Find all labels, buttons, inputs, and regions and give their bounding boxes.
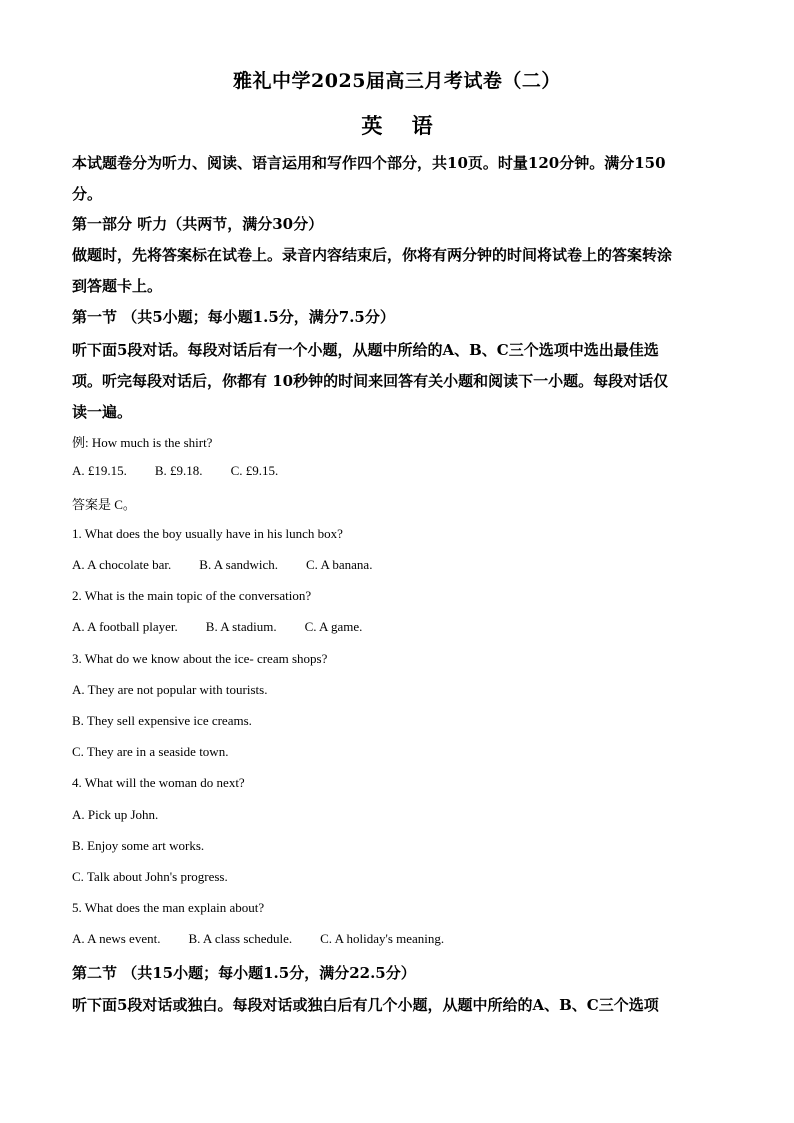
question-2: 2. What is the main topic of the conversation? — [72, 588, 312, 603]
example-option-c: C. £9.15. — [230, 463, 279, 478]
q3-option-a: A. They are not popular with tourists. — [72, 682, 268, 697]
question-1: 1. What does the boy usually have in his lunch box? — [72, 526, 343, 541]
q1-option-b: B. A sandwich. — [199, 557, 279, 572]
question-4: 4. What will the woman do next? — [72, 775, 245, 790]
exam-title: 雅礼中学2025届高三月考试卷（二） — [233, 70, 561, 92]
subject-title — [0, 110, 794, 140]
question-2-options — [72, 619, 722, 635]
subject-char-1: 英 — [361, 113, 383, 138]
q3-option-c: C. They are in a seaside town. — [72, 744, 229, 759]
question-5-options — [72, 931, 722, 947]
question-1-options — [72, 557, 722, 573]
q2-option-c: C. A game. — [304, 619, 363, 634]
q4-option-a: A. Pick up John. — [72, 807, 159, 822]
section1-instruction-3: 读一遍。 — [72, 403, 133, 421]
q5-option-a: A. A news event. — [72, 931, 161, 946]
example-option-b: B. £9.18. — [154, 463, 203, 478]
section2-instruction-1: 听下面5段对话或独白。每段对话或独白后有几个小题，从题中所给的A、B、C三个选项 — [72, 996, 659, 1014]
q1-option-a: A. A chocolate bar. — [72, 557, 172, 572]
q4-option-b: B. Enjoy some art works. — [72, 838, 205, 853]
q3-option-b: B. They sell expensive ice creams. — [72, 713, 252, 728]
question-5: 5. What does the man explain about? — [72, 900, 265, 915]
example-options — [72, 463, 722, 479]
section1-instruction-2: 项。听完每段对话后，你都有 10秒钟的时间来回答有关小题和阅读下一小题。每段对话仅 — [72, 372, 669, 390]
question-3: 3. What do we know about the ice- cream shops? — [72, 651, 328, 666]
part1-instruction-1: 做题时，先将答案标在试卷上。录音内容结束后，你将有两分钟的时间将试卷上的答案转涂 — [72, 246, 673, 264]
section1-instruction-1: 听下面5段对话。每段对话后有一个小题，从题中所给的A、B、C三个选项中选出最佳选 — [72, 341, 659, 359]
q5-option-c: C. A holiday's meaning. — [320, 931, 445, 946]
subject-char-2: 语 — [411, 113, 433, 138]
q2-option-a: A. A football player. — [72, 619, 178, 634]
example-option-a: A. £19.15. — [72, 463, 127, 478]
part1-heading: 第一部分 听力（共两节，满分30分） — [72, 215, 324, 233]
example-question: 例: How much is the shirt? — [72, 435, 213, 450]
section1-heading: 第一节 （共5小题；每小题1.5分，满分7.5分） — [72, 308, 395, 326]
q4-option-c: C. Talk about John's progress. — [72, 869, 228, 884]
example-answer: 答案是 C。 — [72, 497, 136, 512]
intro-line-1: 本试题卷分为听力、阅读、语言运用和写作四个部分，共10页。时量120分钟。满分150 — [72, 154, 666, 172]
section2-heading: 第二节 （共15小题；每小题1.5分，满分22.5分） — [72, 964, 416, 982]
part1-instruction-2: 到答题卡上。 — [72, 277, 163, 295]
q2-option-b: B. A stadium. — [205, 619, 277, 634]
q5-option-b: B. A class schedule. — [188, 931, 293, 946]
q1-option-c: C. A banana. — [306, 557, 373, 572]
intro-line-2: 分。 — [72, 185, 103, 203]
